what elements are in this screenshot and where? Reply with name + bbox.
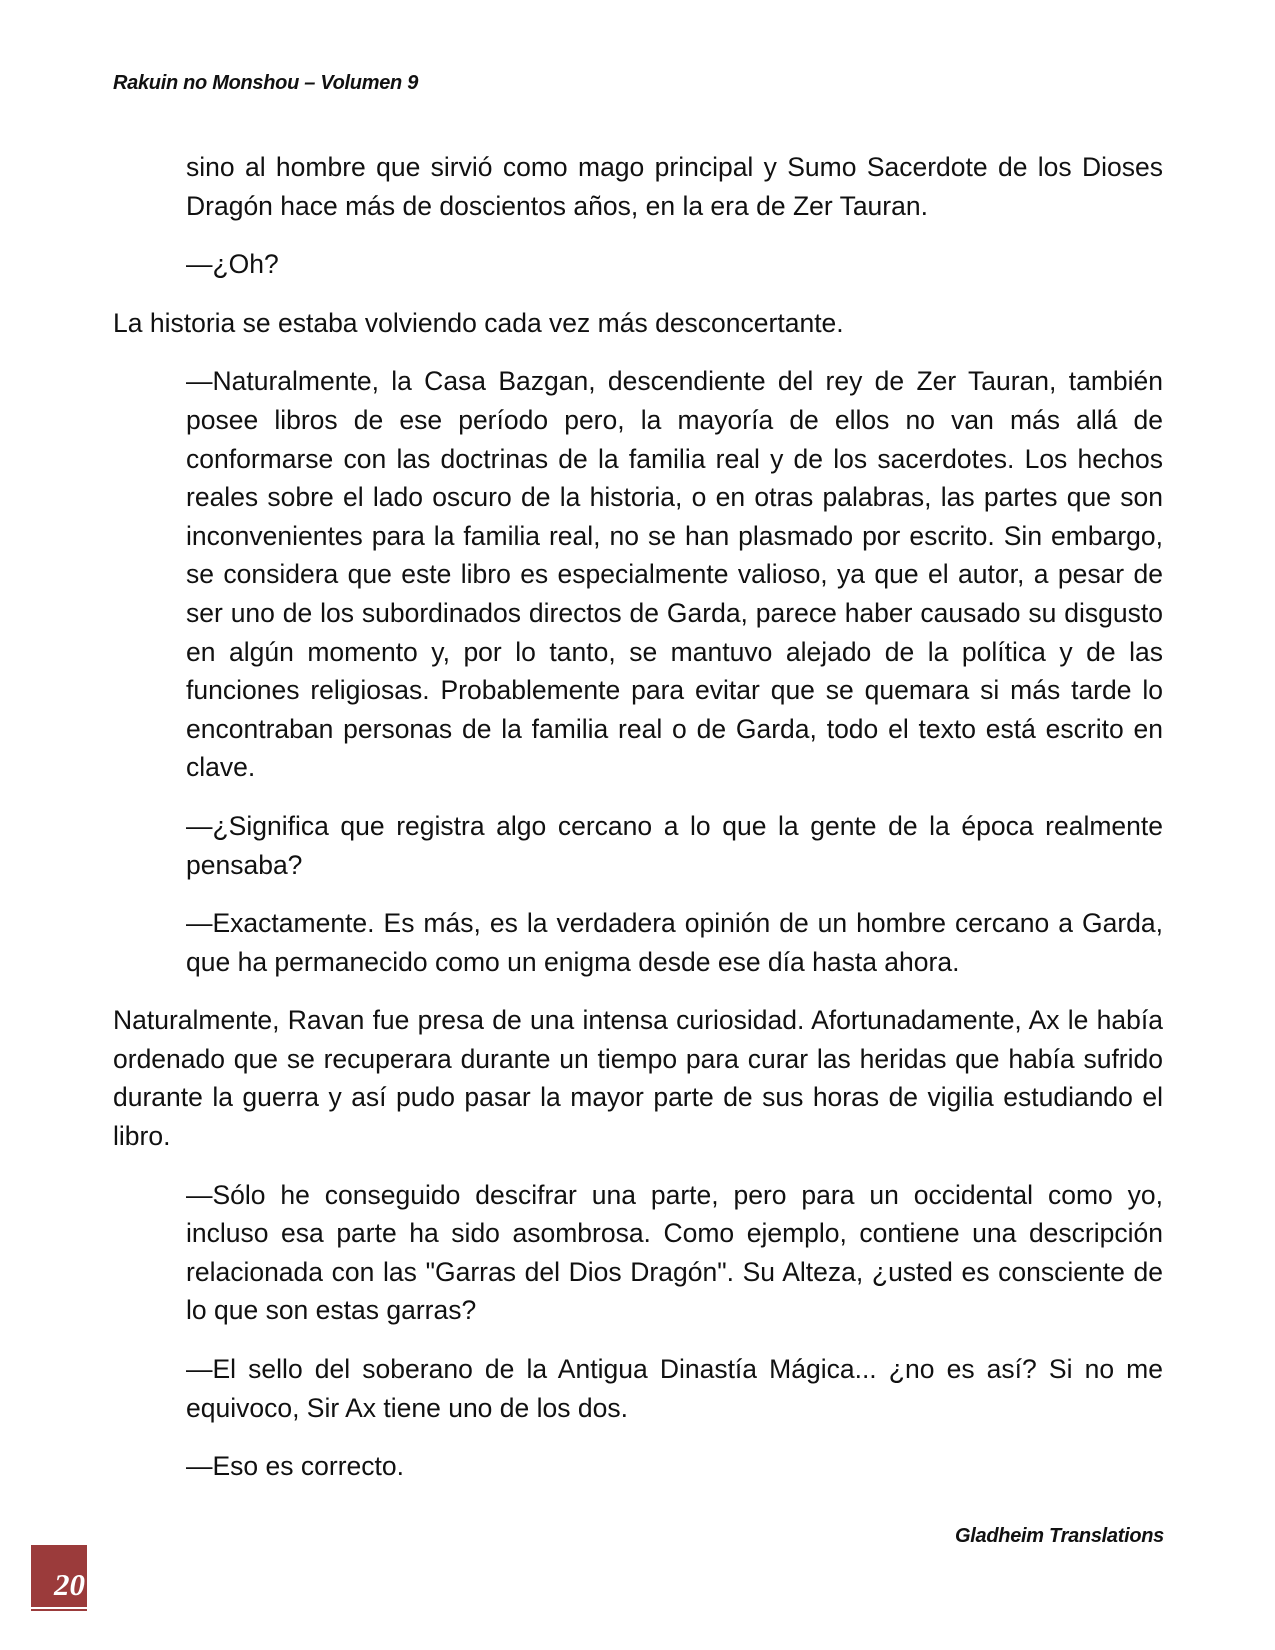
running-header: Rakuin no Monshou – Volumen 9 (113, 72, 419, 94)
paragraph: —Exactamente. Es más, es la verdadera opinión de un hombre cercano a Garda, que ha permanecido como un enigma desde ese día hasta ahora. (186, 908, 1163, 977)
paragraph: —El sello del soberano de la Antigua Dinastía Mágica... ¿no es así? Si no me equivoco, Sir Ax tiene uno de los dos. (186, 1354, 1163, 1423)
paragraph: —Eso es correcto. (186, 1451, 404, 1482)
paragraph: Naturalmente, Ravan fue presa de una intensa curiosidad. Afortunadamente, Ax le había ordenado que se recuperara durante un tiempo para curar las heridas que había sufrido durante la guerra y así pudo pasar la mayor parte de sus horas de vigilia estudiando el libro. (113, 1005, 1163, 1152)
page-number: 20 (54, 1567, 85, 1602)
footer-credit: Gladheim Translations (955, 1525, 1164, 1547)
paragraph: —Naturalmente, la Casa Bazgan, descendiente del rey de Zer Tauran, también posee libros de ese período pero, la mayoría de ellos no van más allá de conformarse con las doctrinas de la familia real y de los sacerdotes. Los hechos reales sobre el lado oscuro de la historia, o en otras palabras, las partes que son inconvenientes para la familia real, no se han plasmado por escrito. Sin embargo, se considera que este libro es especialmente valioso, ya que el autor, a pesar de ser uno de los subordinados directos de Garda, parece haber causado su disgusto en algún momento y, por lo tanto, se mantuvo alejado de la política y de las funciones religiosas. Probablemente para evitar que se quemara si más tarde lo encontraban personas de la familia real o de Garda, todo el texto está escrito en clave. (186, 366, 1163, 783)
page-number-underline (31, 1607, 87, 1609)
body-text (113, 148, 1163, 1506)
paragraph: sino al hombre que sirvió como mago principal y Sumo Sacerdote de los Dioses Dragón hace más de doscientos años, en la era de Zer Tauran. (186, 152, 1163, 221)
paragraph: —Sólo he conseguido descifrar una parte, pero para un occidental como yo, incluso esa parte ha sido asombrosa. Como ejemplo, contiene una descripción relacionada con las "Garras del Dios Dragón". Su Alteza, ¿usted es consciente de lo que son estas garras? (186, 1179, 1163, 1326)
paragraph: —¿Oh? (186, 249, 279, 280)
paragraph: —¿Significa que registra algo cercano a lo que la gente de la época realmente pensaba? (186, 810, 1163, 880)
paragraph: La historia se estaba volviendo cada vez más desconcertante. (113, 307, 844, 338)
